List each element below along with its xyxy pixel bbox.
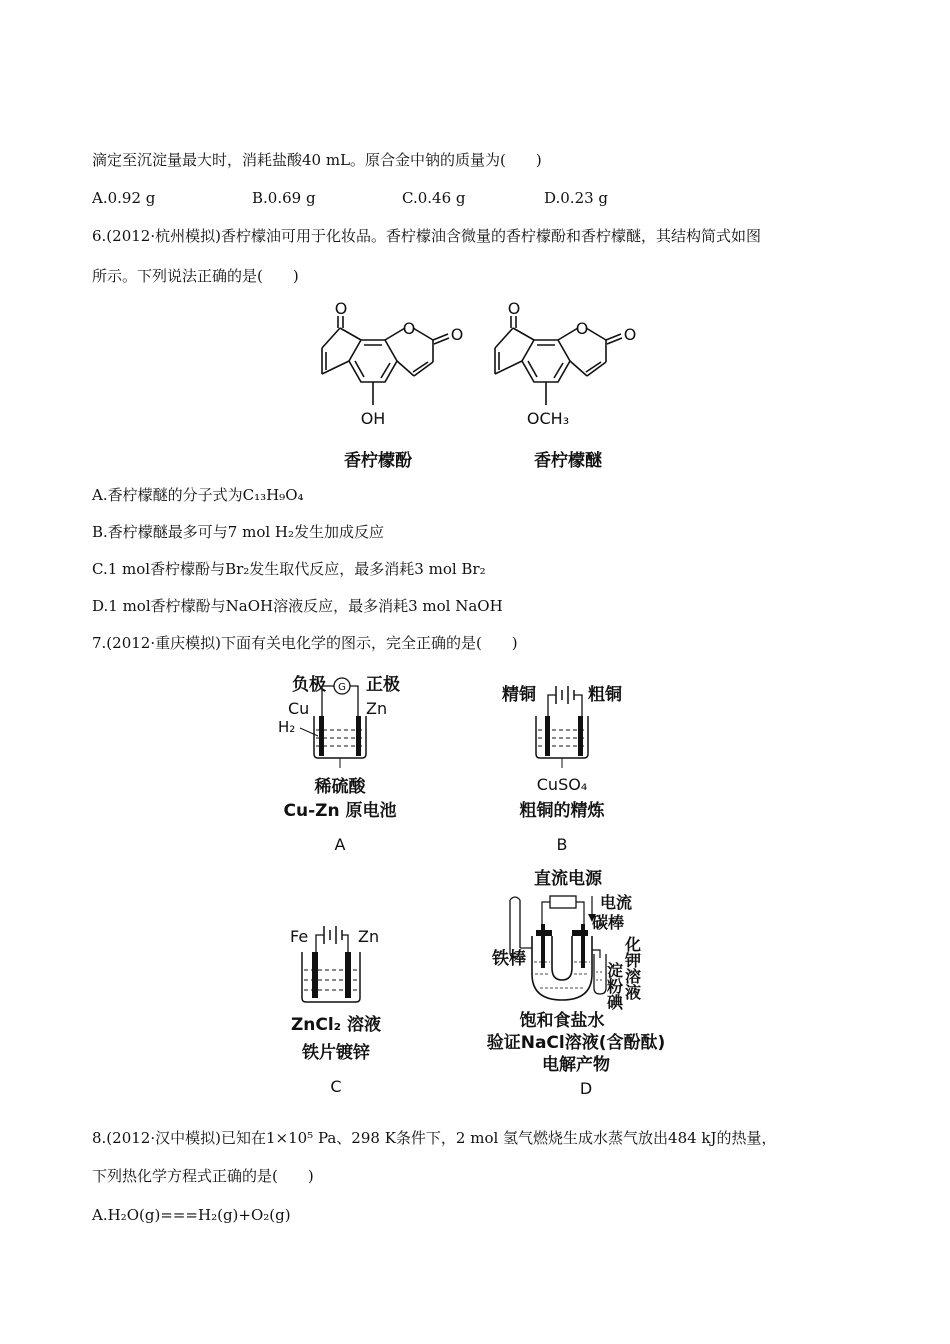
- electrode-pure-copper: [545, 716, 550, 756]
- electrode-cu: [319, 716, 324, 756]
- fig-b-left-electrode: 精铜: [502, 685, 536, 705]
- carbonyl-o-left-1: O: [334, 300, 348, 318]
- fig-a-solution: 稀硫酸: [314, 777, 366, 797]
- substituent-left: OH: [360, 409, 386, 428]
- q8-stem-line1: 8.(2012·汉中模拟)已知在1×10⁵ Pa、298 K条件下，2 mol 氢气燃烧生成水蒸气放出484 kJ的热量，: [92, 1129, 777, 1147]
- electrode-iron: [541, 924, 545, 968]
- q6-option-c: C.1 mol香柠檬酚与Br₂发生取代反应，最多消耗3 mol Br₂: [92, 560, 486, 578]
- fig-b-letter: B: [556, 835, 568, 854]
- q5-option-c: C.0.46 g: [402, 189, 466, 207]
- fig-d-letter: D: [579, 1079, 593, 1098]
- fig-a-caption: Cu-Zn 原电池: [283, 801, 397, 821]
- q6-option-a: A.香柠檬醚的分子式为C₁₃H₉O₄: [92, 486, 304, 504]
- q7-stem: 7.(2012·重庆模拟)下面有关电化学的图示，完全正确的是( ): [92, 634, 518, 652]
- fig-b-caption: 粗铜的精炼: [519, 801, 605, 821]
- ring-o-right: O: [575, 319, 589, 338]
- carbonyl-o-right-1: O: [507, 300, 521, 318]
- electrode-zn: [345, 952, 351, 998]
- electrode-fe: [312, 952, 318, 998]
- q6-option-b: B.香柠檬醚最多可与7 mol H₂发生加成反应: [92, 523, 385, 541]
- electrode-carbon: [581, 924, 585, 968]
- structure-bergapten: [495, 316, 622, 405]
- figure-d: [480, 862, 690, 1098]
- q6-stem-line2: 所示。下列说法正确的是( ): [92, 267, 299, 285]
- q6-stem-line1: 6.(2012·杭州模拟)香柠檬油可用于化妆品。香柠檬油含微量的香柠檬酚和香柠檬醚，其结构简式如图: [92, 227, 761, 245]
- fig-d-source: 直流电源: [534, 869, 602, 889]
- fig-c-left-electrode: Fe: [290, 927, 309, 946]
- structure-bergaptol: [322, 316, 449, 405]
- q5-option-d: D.0.23 g: [544, 189, 609, 207]
- battery-icon: [556, 686, 574, 704]
- fig-c-caption: 铁片镀锌: [302, 1043, 370, 1063]
- fig-d-current: 电流: [600, 893, 633, 912]
- power-supply-icon: [550, 896, 576, 908]
- fig-a-pos-label: 正极: [366, 675, 400, 695]
- q5-stem-tail: 滴定至沉淀量最大时，消耗盐酸40 mL。原合金中钠的质量为( ): [92, 151, 542, 169]
- fig-d-ki-2: 化钾溶液: [622, 936, 642, 1000]
- fig-c-right-electrode: Zn: [358, 927, 380, 946]
- fig-d-caption1: 验证NaCl溶液(含酚酞): [486, 1033, 666, 1053]
- q8-stem-line2: 下列热化学方程式正确的是( ): [92, 1167, 314, 1185]
- fig-c-letter: C: [330, 1077, 342, 1096]
- fig-b-right-electrode: 粗铜: [588, 685, 622, 705]
- structure-name-left: 香柠檬酚: [344, 451, 412, 471]
- figure-c: [268, 912, 418, 1098]
- figure-b: [490, 668, 640, 858]
- fig-d-carbon: 碳棒: [592, 913, 625, 932]
- figure-a: [270, 668, 420, 858]
- q6-option-d: D.1 mol香柠檬酚与NaOH溶液反应，最多消耗3 mol NaOH: [92, 597, 503, 615]
- fig-c-solution: ZnCl₂ 溶液: [290, 1015, 382, 1035]
- structure-figure: [300, 300, 670, 490]
- fig-d-brine: 饱和食盐水: [519, 1011, 605, 1031]
- fig-d-iron: 铁棒: [492, 949, 526, 969]
- carbonyl-o-right-2: O: [623, 325, 637, 344]
- q5-option-a: A.0.92 g: [92, 189, 156, 207]
- battery-icon: [324, 926, 342, 944]
- carbonyl-o-left-2: O: [450, 325, 464, 344]
- fig-d-caption2: 电解产物: [542, 1055, 610, 1075]
- substituent-right: OCH₃: [526, 409, 570, 428]
- ring-o-left: O: [402, 319, 416, 338]
- fig-a-neg-label: 负极: [292, 675, 326, 695]
- q5-options: [92, 188, 608, 208]
- fig-a-left-electrode: Cu: [288, 699, 310, 718]
- electrode-crude-copper: [578, 716, 583, 756]
- structure-name-right: 香柠檬醚: [534, 451, 602, 471]
- electrode-zn: [356, 716, 361, 756]
- beaker: [302, 952, 360, 1002]
- galvanometer-label: G: [338, 682, 346, 693]
- q5-option-b: B.0.69 g: [252, 189, 316, 207]
- fig-a-right-electrode: Zn: [366, 699, 388, 718]
- q8-option-a: A.H₂O(g)===H₂(g)+O₂(g): [92, 1206, 291, 1224]
- fig-b-solution: CuSO₄: [536, 775, 588, 794]
- fig-a-gas: H₂: [278, 718, 296, 736]
- fig-a-letter: A: [334, 835, 346, 854]
- fig-d-ki-1: 淀粉碘: [604, 962, 624, 1010]
